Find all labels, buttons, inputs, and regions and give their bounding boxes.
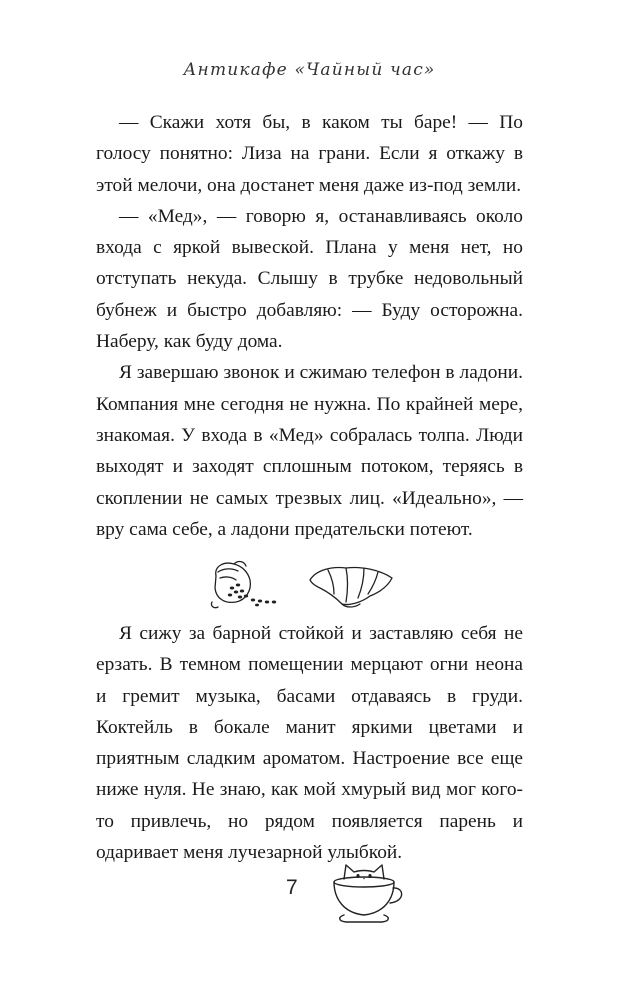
cat-in-cup-icon [326,857,416,925]
paragraph: — «Мед», — говорю я, останавливаясь около входа с яркой вывеской. Плана у меня нет, но отступать некуда. Слышу в трубке недовольный бубнеж и быстро добавляю: — Буду осторожна. Наберу, как буду дома. [96,205,523,353]
croissant-icon [306,562,398,610]
scene-break-divider [0,556,619,614]
paragraph: Я завершаю звонок и сжимаю телефон в ладони. Компания мне сегодня не нужна. По крайней мере, знакомая. У входа в «Мед» собралась толпа. Люди выходят и заходят сплошным потоком, теряясь в скоплении не самых трезвых лиц. «Идеально», — вру сама себе, а ладони предательски потеют. [96,362,523,540]
coffee-bag-beans-icon [210,558,282,610]
paragraph: — Скажи хотя бы, в каком ты баре! — По голосу понятно: Лиза на грани. Если я откажу в этой мелочи, она достанет меня даже из-под земли. [96,112,523,196]
text-block-bottom [96,618,523,868]
page-number: 7 [286,876,298,899]
running-header: Антикафе «Чайный час» [183,60,436,80]
paragraph: Я сижу за барной стойкой и заставляю себя не ерзать. В темном помещении мерцают огни неона и гремит музыка, басами отдаваясь в груди. Коктейль в бокале манит яркими цветами и приятным сладким ароматом. Настроение все еще ниже нуля. Не знаю, как мой хмурый вид мог кого-то привлечь, но рядом появляется парень и одаривает меня лучезарной улыбкой. [96,623,523,864]
text-block-top [96,107,523,545]
